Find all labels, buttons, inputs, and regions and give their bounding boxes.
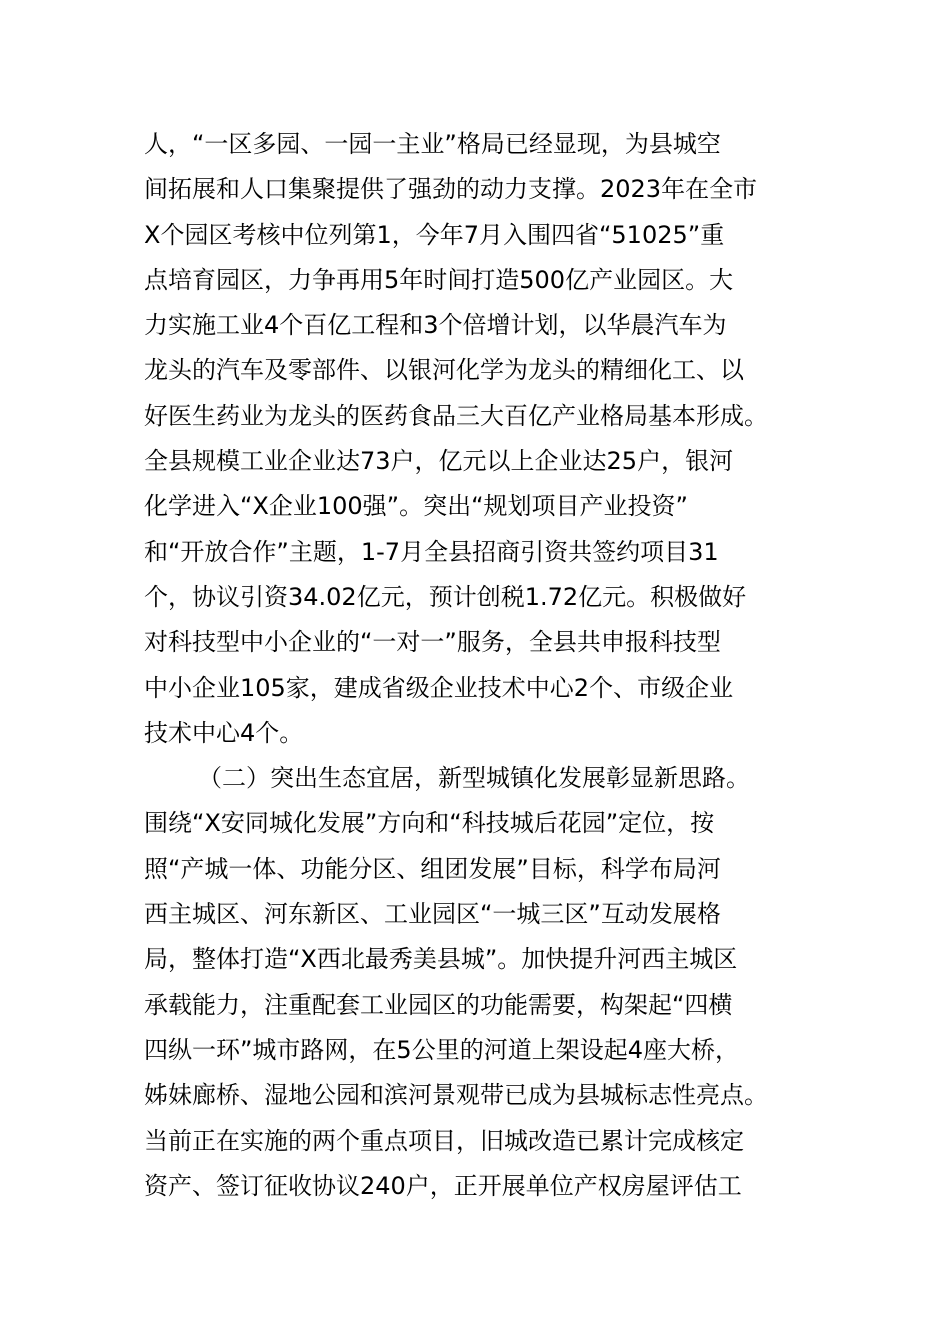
text-line: 资产、签订征收协议240户，正开展单位产权房屋评估工 xyxy=(144,1171,742,1200)
text-line: 围绕“X安同城化发展”方向和“科技城后花园”定位，按 xyxy=(144,809,715,838)
text-line: X个园区考核中位列第1，今年7月入围四省“51025”重 xyxy=(144,220,725,249)
text-line: 力实施工业4个百亿工程和3个倍增计划，以华晨汽车为 xyxy=(144,311,727,340)
text-line: 局，整体打造“X西北最秀美县城”。加快提升河西主城区 xyxy=(144,945,738,974)
text-line: 化学进入“X企业100强”。突出“规划项目产业投资” xyxy=(144,492,688,521)
text-line: 龙头的汽车及零部件、以银河化学为龙头的精细化工、以 xyxy=(144,356,744,385)
text-line: 中小企业105家，建成省级企业技术中心2个、市级企业 xyxy=(144,673,734,702)
text-line: 对科技型中小企业的“一对一”服务，全县共申报科技型 xyxy=(144,628,721,657)
text-line: 照“产城一体、功能分区、组团发展”目标，科学布局河 xyxy=(144,854,721,883)
text-line: 姊妹廊桥、湿地公园和滨河景观带已成为县城标志性亮点。 xyxy=(144,1081,768,1110)
text-line: 承载能力，注重配套工业园区的功能需要，构架起“四横 xyxy=(144,990,733,1019)
text-line: 和“开放合作”主题，1-7月全县招商引资共签约项目31 xyxy=(144,537,719,566)
body-text xyxy=(144,122,816,1209)
text-line: 个，协议引资34.02亿元，预计创税1.72亿元。积极做好 xyxy=(144,582,747,611)
text-line: 点培育园区，力争再用5年时间打造500亿产业园区。大 xyxy=(144,265,734,294)
section-heading: （二）突出生态宜居，新型城镇化发展彰显新思路。 xyxy=(198,764,750,793)
text-line: 间拓展和人口集聚提供了强劲的动力支撑。2023年在全市 xyxy=(144,175,758,204)
text-line: 技术中心4个。 xyxy=(144,718,304,747)
text-line: 全县规模工业企业达73户，亿元以上企业达25户，银河 xyxy=(144,447,734,476)
text-line: 人，“一区多园、一园一主业”格局已经显现，为县城空 xyxy=(144,130,721,158)
text-line: 西主城区、河东新区、工业园区“一城三区”互动发展格 xyxy=(144,900,721,929)
text-line: 好医生药业为龙头的医药食品三大百亿产业格局基本形成。 xyxy=(144,401,768,430)
text-line: 当前正在实施的两个重点项目，旧城改造已累计完成核定 xyxy=(144,1126,744,1155)
text-line: 四纵一环”城市路网，在5公里的河道上架设起4座大桥， xyxy=(144,1035,739,1064)
